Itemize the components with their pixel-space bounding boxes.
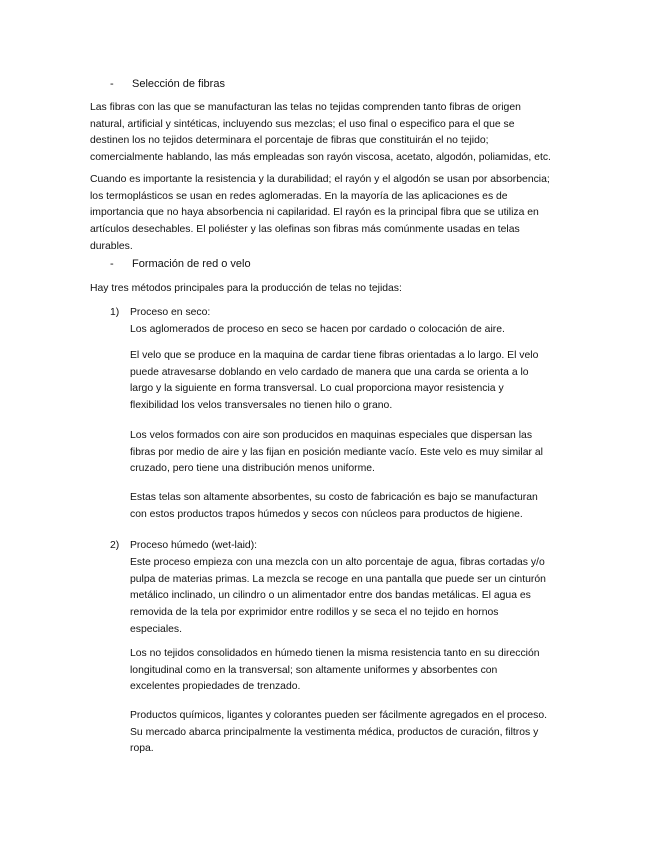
text-line: largo y la siguiente en forma transversal. Lo cual proporciona mayor resistencia y <box>130 383 504 395</box>
text-line: metálico inclinado, un cilindro o un alimentador entre dos bandas metálicas. El agua es <box>130 590 531 602</box>
paragraph-resistencia-durabilidad <box>90 172 580 256</box>
text-line: destinen los no tejidos determinara el porcentaje de fibras que constituirán el no tejido; <box>90 135 489 147</box>
text-line: Este proceso empieza con una mezcla con un alto porcentaje de agua, fibras cortadas y/o <box>130 557 545 568</box>
text-line: Productos químicos, ligantes y colorantes pueden ser fácilmente agregados en el proceso. <box>130 710 548 721</box>
paragraph-fibras-origen <box>90 100 580 167</box>
text-line: durables. <box>90 240 133 252</box>
paragraph-seco-cardado <box>130 348 590 415</box>
text-line: Cuando es importante la resistencia y la durabilidad; el rayón y el algodón se usan por absorbencia; <box>90 174 550 185</box>
text-line: Los aglomerados de proceso en seco se hacen por cardado o colocación de aire. <box>130 324 505 335</box>
paragraph-seco-absorbentes <box>130 490 590 523</box>
text-line: fibras por medio de aire y las fijan en posición mediante vacío. Este velo es muy similar al <box>130 446 543 458</box>
paragraph-humedo-productos <box>130 708 590 758</box>
text-line: cruzado, pero tiene una distribución menos uniforme. <box>130 463 375 475</box>
method-heading-humedo <box>110 538 257 555</box>
text-line: puede atravesarse doblando en velo cardado de manera que una carda se orienta a lo <box>130 366 529 378</box>
section-title: Formación de red o velo <box>132 258 251 270</box>
text-line: excelentes propiedades de trenzado. <box>130 681 301 693</box>
text-line: Los velos formados con aire son producidos en maquinas especiales que dispersan las <box>130 430 533 441</box>
text-line: natural, artificial y sintéticas, incluyendo sus mezclas; el uso final o especifico para el que se <box>90 118 515 130</box>
section-title: Selección de fibras <box>132 78 225 90</box>
text-line: especiales. <box>130 623 182 635</box>
method-heading-seco <box>110 305 210 322</box>
text-line: El velo que se produce en la maquina de cardar tiene fibras orientadas a lo largo. El velo <box>130 350 539 361</box>
text-line: flexibilidad los velos transversales no tienen hilo o grano. <box>130 400 393 412</box>
method-title: Proceso en seco: <box>130 307 211 318</box>
text-line: comercialmente hablando, las más empleadas son rayón viscosa, acetato, algodón, poliamidas, etc. <box>90 152 551 164</box>
text-line: pulpa de materias primas. La mezcla se recoge en una pantalla que puede ser un cinturón <box>130 573 546 585</box>
paragraph-seco-intro <box>130 322 590 339</box>
paragraph-tres-metodos <box>90 281 580 298</box>
text-line: Hay tres métodos principales para la producción de telas no tejidas: <box>90 283 402 294</box>
bullet-dash: - <box>110 258 114 270</box>
bullet-dash: - <box>110 78 114 90</box>
text-line: Su mercado abarca principalmente la vestimenta médica, productos de curación, filtros y <box>130 726 539 738</box>
text-line: ropa. <box>130 743 154 755</box>
section-heading-formacion-velo <box>110 256 251 273</box>
text-line: importancia que no haya absorbencia ni capilaridad. El rayón es la principal fibra que se utiliza en <box>90 207 539 219</box>
text-line: Los no tejidos consolidados en húmedo tienen la misma resistencia tanto en su dirección <box>130 648 540 659</box>
list-number: 2) <box>110 540 120 551</box>
method-title: Proceso húmedo (wet-laid): <box>130 540 258 551</box>
text-line: con estos productos trapos húmedos y secos con núcleos para productos de higiene. <box>130 508 523 520</box>
text-line: Las fibras con las que se manufacturan las telas no tejidas comprenden tanto fibras de origen <box>90 102 521 113</box>
paragraph-humedo-resistencia <box>130 646 590 696</box>
paragraph-humedo-intro <box>130 555 590 639</box>
section-heading-seleccion-fibras <box>110 76 225 93</box>
text-line: Estas telas son altamente absorbentes, su costo de fabricación es bajo se manufacturan <box>130 492 538 503</box>
text-line: artículos desechables. El poliéster y las olefinas son fibras más comúnmente usadas en telas <box>90 224 520 236</box>
list-number: 1) <box>110 307 120 318</box>
text-line: los termoplásticos se usan en redes aglomeradas. En la mayoría de las aplicaciones es de <box>90 190 508 202</box>
paragraph-seco-aire <box>130 428 590 478</box>
text-line: longitudinal como en la transversal; son altamente uniformes y absorbentes con <box>130 664 498 676</box>
text-line: removida de la tela por exprimidor entre rodillos y se seca el no tejido en hornos <box>130 607 499 619</box>
